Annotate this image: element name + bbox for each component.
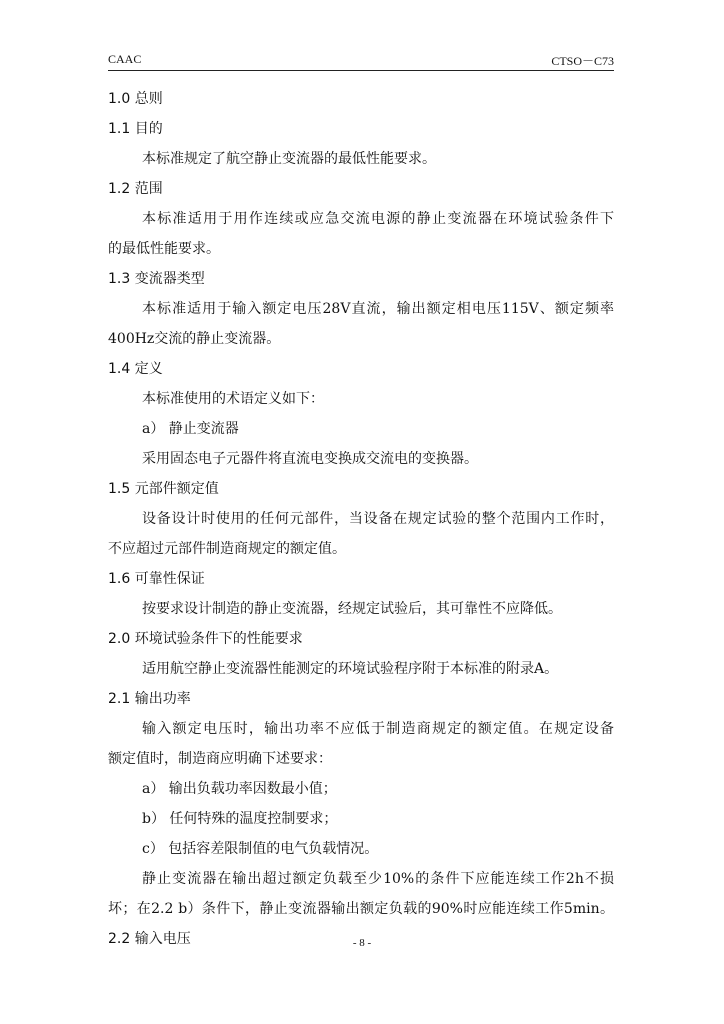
paragraph-line: 不应超过元部件制造商规定的额定值。	[108, 541, 346, 557]
heading-1-0: 1.0 总则	[108, 91, 163, 107]
list-item: a） 静止变流器	[142, 421, 239, 437]
heading-1-1: 1.1 目的	[108, 121, 163, 137]
paragraph-line: 的最低性能要求。	[108, 241, 220, 257]
heading-1-3: 1.3 变流器类型	[108, 271, 205, 287]
paragraph-line: 本标准适用于用作连续或应急交流电源的静止变流器在环境试验条件下	[142, 211, 614, 227]
paragraph-line: 静止变流器在输出超过额定负载至少10%的条件下应能连续工作2h不损	[142, 871, 614, 887]
heading-1-6: 1.6 可靠性保证	[108, 571, 205, 587]
paragraph-line: 本标准适用于输入额定电压28V直流，输出额定相电压115V、额定频率	[142, 301, 614, 317]
paragraph-line: 本标准规定了航空静止变流器的最低性能要求。	[142, 151, 436, 167]
heading-1-2: 1.2 范围	[108, 181, 163, 197]
header-left: CAAC	[108, 52, 142, 66]
heading-2-1: 2.1 输出功率	[108, 691, 191, 707]
header-right: CTSO－C73	[551, 54, 614, 68]
heading-1-5: 1.5 元部件额定值	[108, 481, 219, 497]
document-body	[108, 84, 614, 954]
page-number: - 8 -	[352, 937, 372, 949]
list-item: c） 包括容差限制值的电气负载情况。	[142, 841, 379, 857]
paragraph-line: 400Hz交流的静止变流器。	[108, 331, 281, 347]
paragraph-line: 设备设计时使用的任何元部件，当设备在规定试验的整个范围内工作时，	[142, 511, 614, 527]
paragraph-line: 按要求设计制造的静止变流器，经规定试验后，其可靠性不应降低。	[142, 601, 562, 617]
heading-2-0: 2.0 环境试验条件下的性能要求	[108, 631, 303, 647]
list-item: a） 输出负载功率因数最小值；	[142, 781, 337, 797]
page-header	[108, 50, 614, 71]
paragraph-line: 采用固态电子元器件将直流电变换成交流电的变换器。	[142, 451, 478, 467]
heading-1-4: 1.4 定义	[108, 361, 163, 377]
paragraph-line: 适用航空静止变流器性能测定的环境试验程序附于本标准的附录A。	[142, 661, 559, 677]
paragraph-line: 额定值时，制造商应明确下述要求：	[108, 751, 332, 767]
heading-2-2: 2.2 输入电压	[108, 931, 191, 947]
list-item: b） 任何特殊的温度控制要求；	[142, 811, 338, 827]
paragraph-line: 坏；在2.2 b）条件下，静止变流器输出额定负载的90%时应能连续工作5min。	[108, 901, 614, 917]
paragraph-line: 输入额定电压时，输出功率不应低于制造商规定的额定值。在规定设备	[142, 721, 614, 737]
paragraph-line: 本标准使用的术语定义如下：	[142, 391, 324, 407]
